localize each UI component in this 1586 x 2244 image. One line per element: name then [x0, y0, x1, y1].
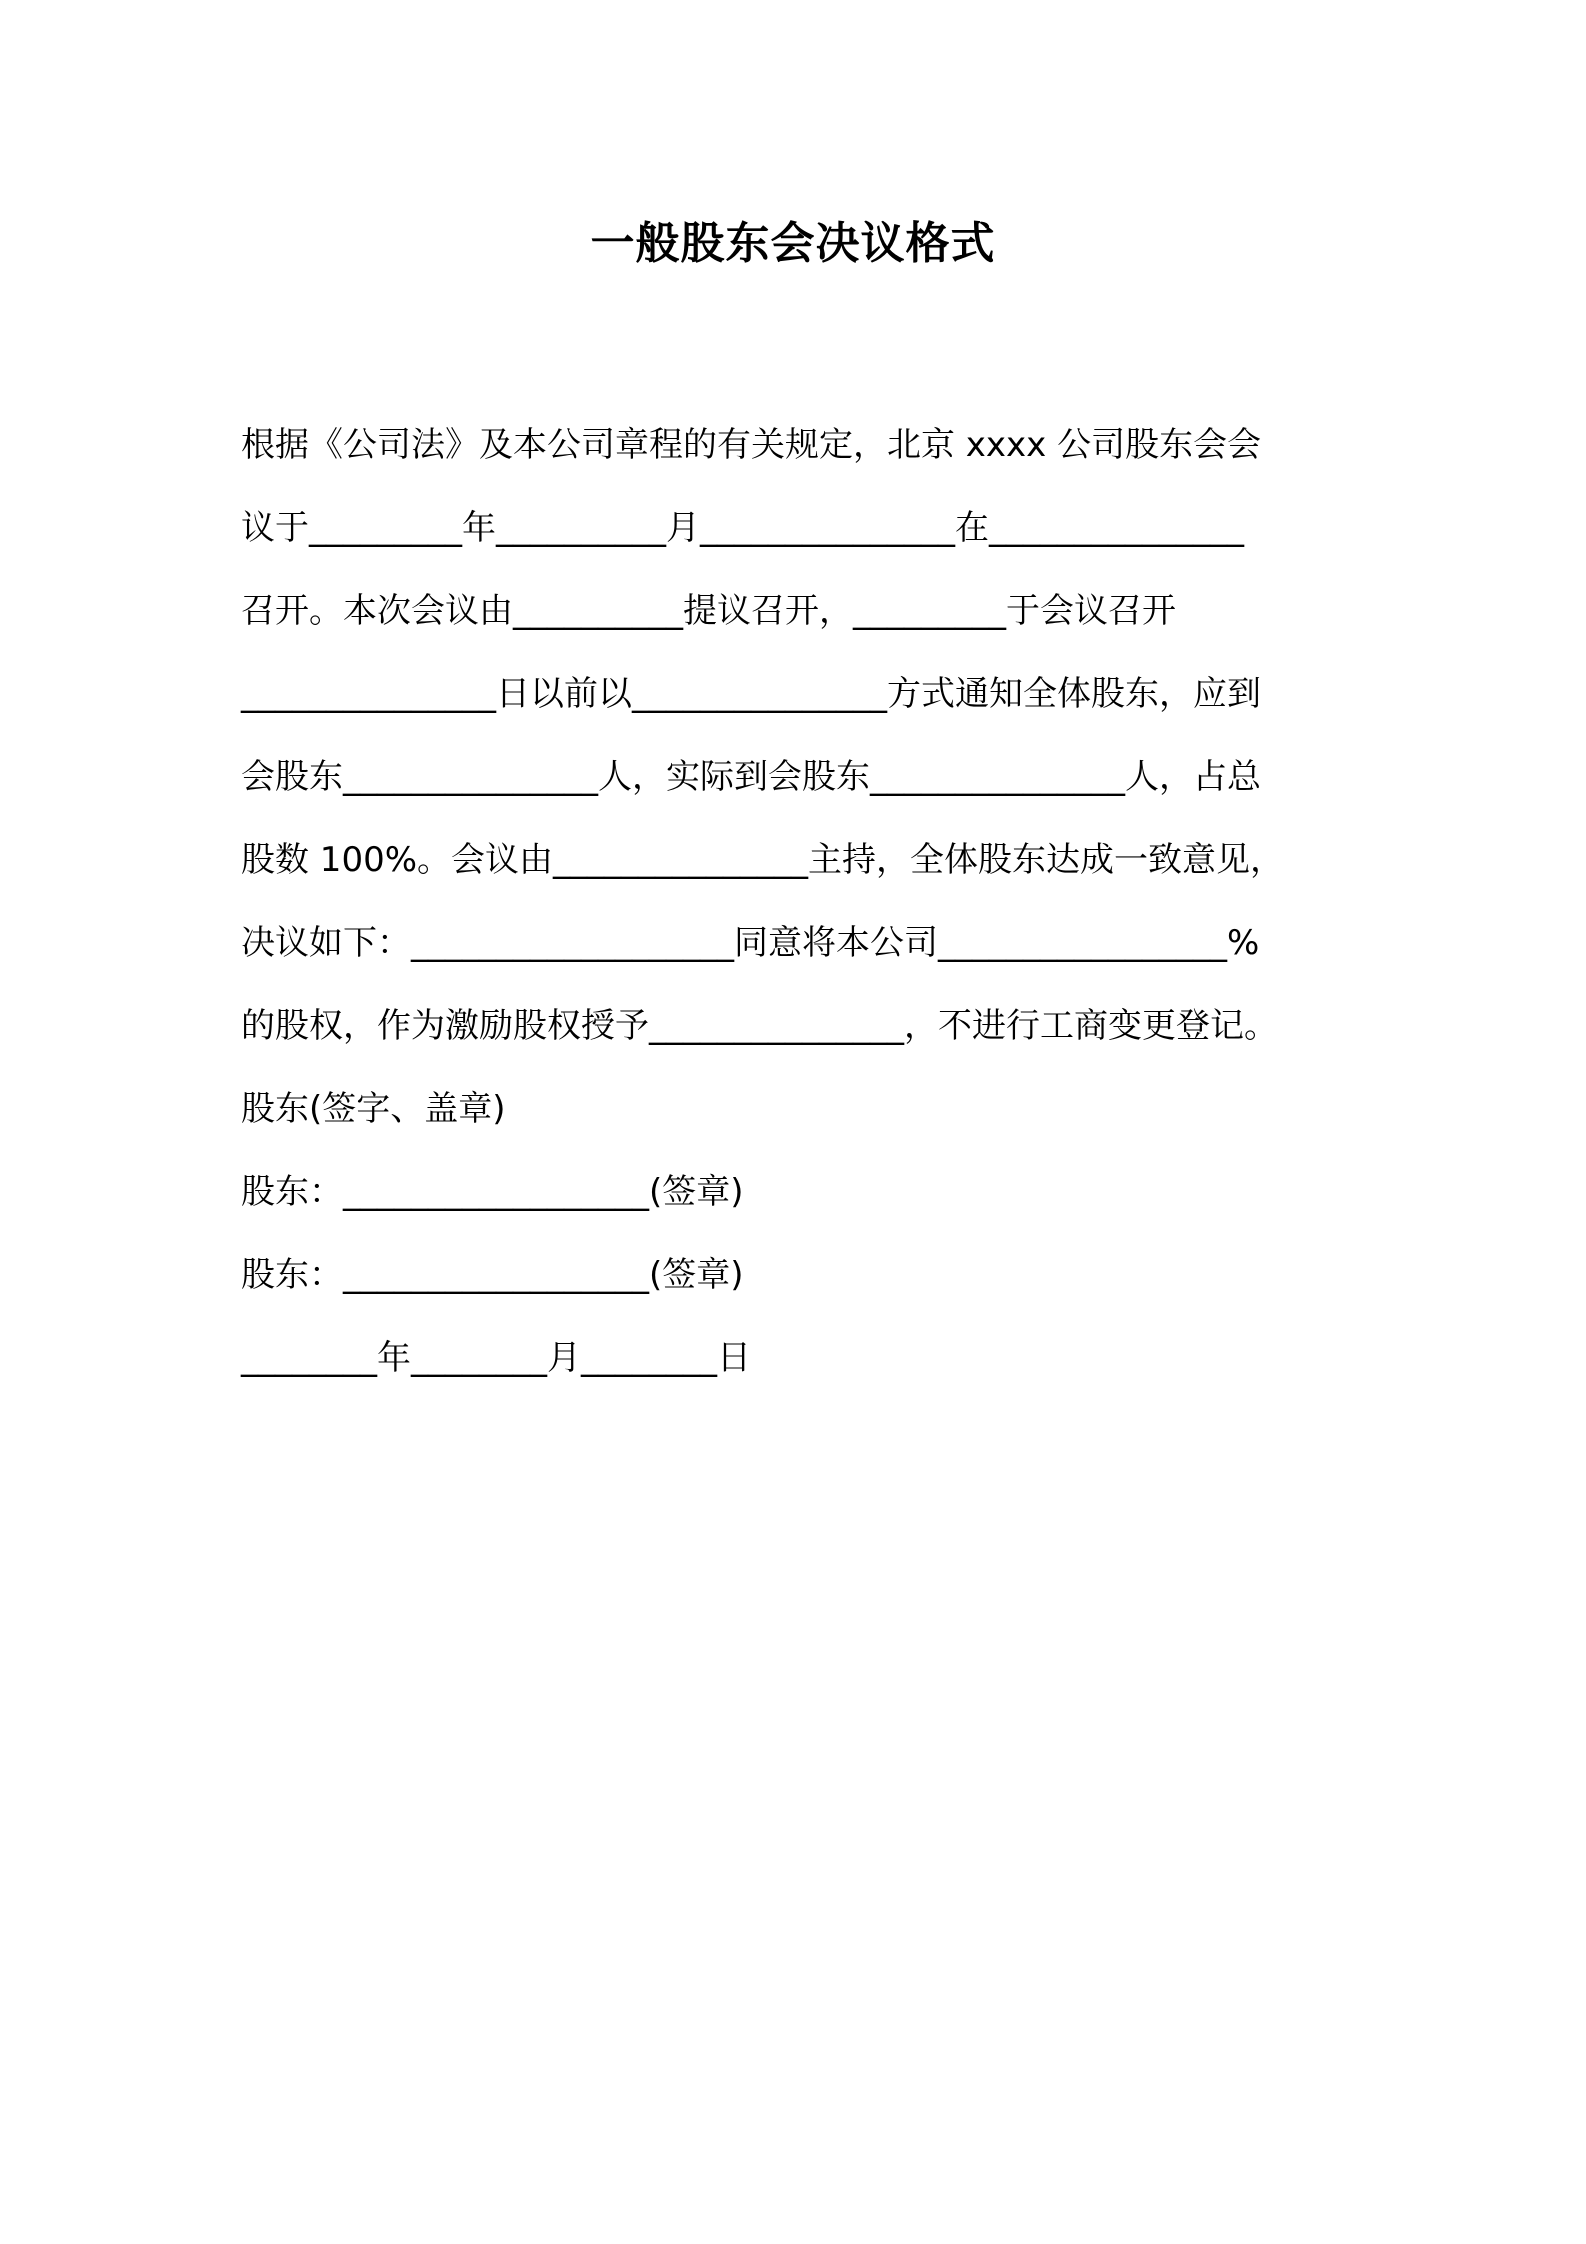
body-line-5: 会股东_______________人，实际到会股东_______________人，占总	[241, 757, 1261, 797]
body-line-3: 召开。本次会议由__________提议召开，_________于会议召开	[241, 591, 1176, 631]
body-line-1: 根据《公司法》及本公司章程的有关规定，北京 xxxx 公司股东会会	[241, 425, 1262, 465]
date-line: ________年________月________日	[241, 1338, 751, 1378]
shareholder-signature-line-2: 股东：__________________(签章)	[241, 1255, 744, 1295]
body-line-6: 股数 100%。会议由_______________主持，全体股东达成一致意见，	[241, 840, 1285, 880]
document-body	[241, 404, 1356, 1400]
shareholder-signature-line-1: 股东：__________________(签章)	[241, 1172, 744, 1212]
signature-heading: 股东(签字、盖章)	[241, 1089, 506, 1129]
body-line-8: 的股权，作为激励股权授予_______________，不进行工商变更登记。	[241, 1006, 1278, 1046]
body-line-2: 议于_________年__________月_______________在_______________	[241, 508, 1244, 548]
document-title: 一般股东会决议格式	[590, 218, 996, 269]
body-line-7: 决议如下：___________________同意将本公司_________________%	[241, 923, 1260, 963]
body-line-4: _______________日以前以_______________方式通知全体股东，应到	[241, 674, 1261, 714]
